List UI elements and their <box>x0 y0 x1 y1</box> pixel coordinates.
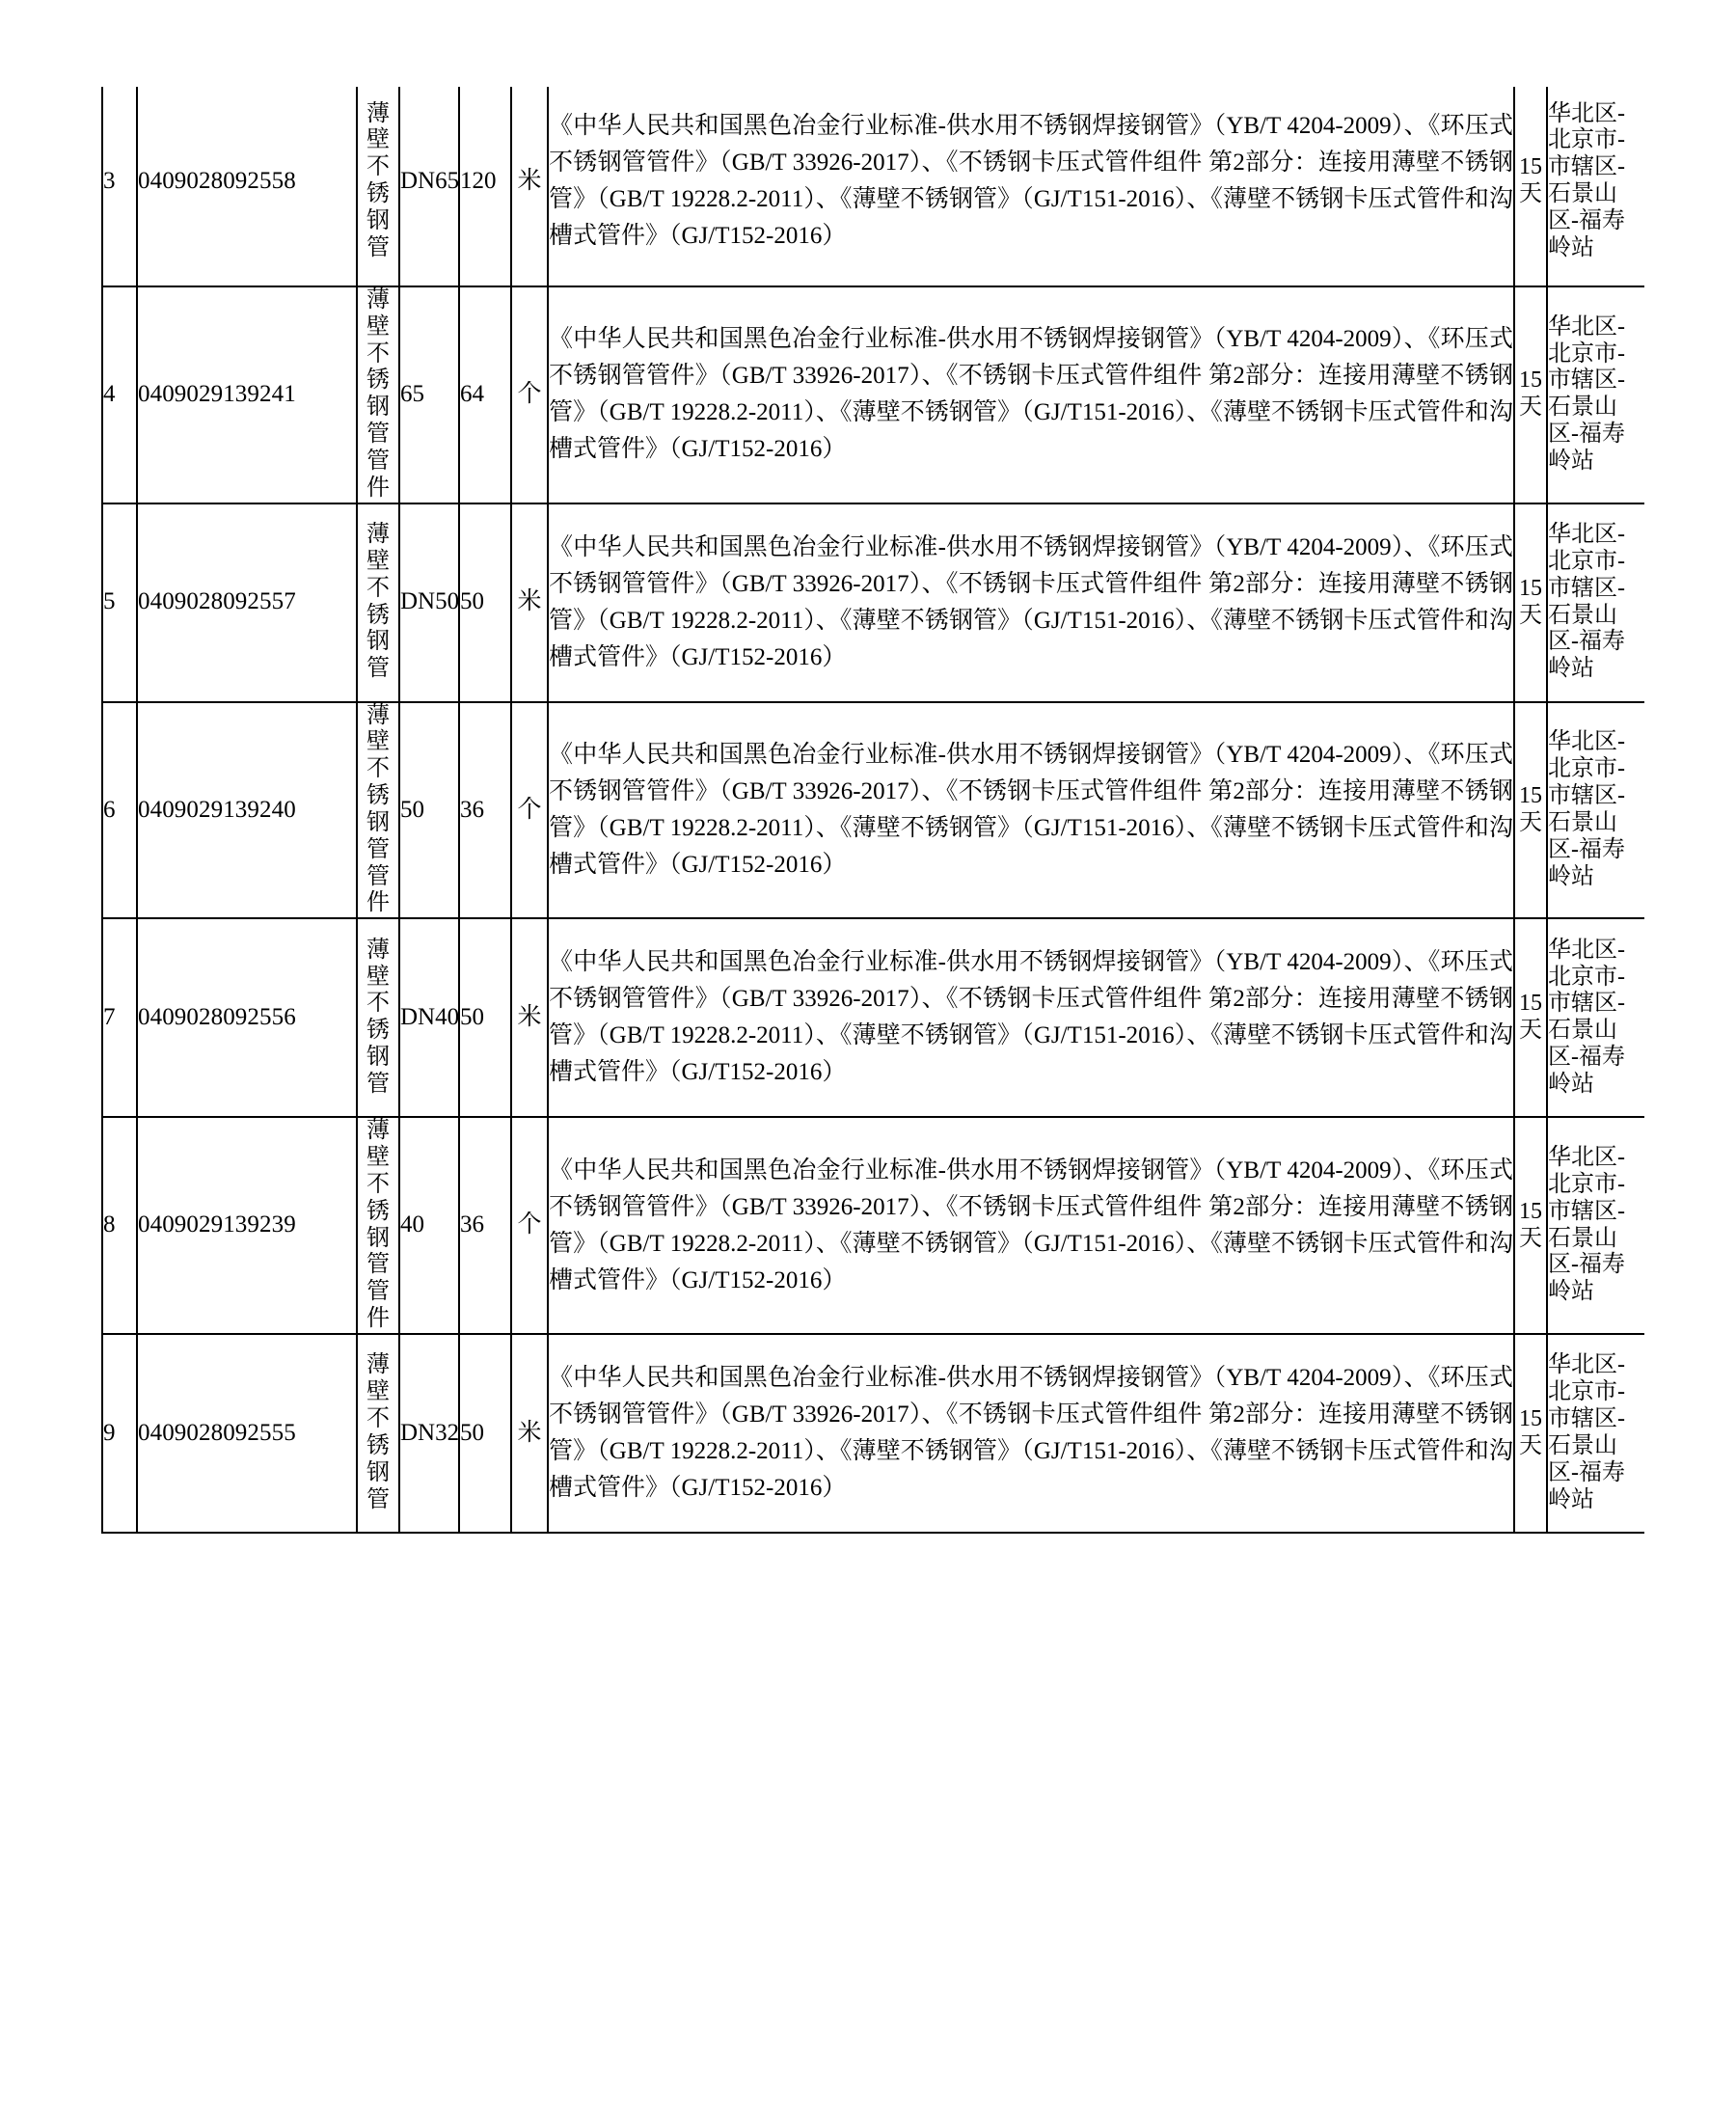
delivery-location: 华北区-北京市-市辖区-石景山区-福寿岭站 <box>1547 702 1644 919</box>
material-name: 薄壁不锈钢管 <box>357 918 399 1117</box>
material-spec: 40 <box>399 1117 459 1334</box>
material-code: 0409028092557 <box>137 503 357 702</box>
material-quantity: 50 <box>459 503 511 702</box>
material-unit: 米 <box>511 918 548 1117</box>
material-name: 薄壁不锈钢管 <box>357 1334 399 1533</box>
delivery-location: 华北区-北京市-市辖区-石景山区-福寿岭站 <box>1547 87 1644 286</box>
material-spec: DN65 <box>399 87 459 286</box>
row-index: 6 <box>102 702 137 919</box>
lead-time: 15天 <box>1514 1334 1547 1533</box>
material-spec: 65 <box>399 286 459 503</box>
delivery-location: 华北区-北京市-市辖区-石景山区-福寿岭站 <box>1547 286 1644 503</box>
material-standard: 《中华人民共和国黑色冶金行业标准-供水用不锈钢焊接钢管》（YB/T 4204-2009）、《环压式不锈钢管管件》（GB/T 33926-2017）、《不锈钢卡压式管件组件 第2部分：连接用薄壁不锈钢管》（GB/T 19228.2-2011）、《薄壁不锈钢管》（GJ/T151-2016）、《薄壁不锈钢卡压式管件和沟槽式管件》（GJ/T152-2016） <box>548 1334 1514 1533</box>
material-code: 0409029139240 <box>137 702 357 919</box>
material-code: 0409029139239 <box>137 1117 357 1334</box>
lead-time: 15天 <box>1514 87 1547 286</box>
table-row <box>102 87 1644 286</box>
material-table-body <box>102 87 1644 1533</box>
material-spec: 50 <box>399 702 459 919</box>
lead-time: 15天 <box>1514 1117 1547 1334</box>
material-spec: DN32 <box>399 1334 459 1533</box>
row-index: 5 <box>102 503 137 702</box>
material-quantity: 36 <box>459 1117 511 1334</box>
row-index: 8 <box>102 1117 137 1334</box>
material-name: 薄壁不锈钢管 <box>357 503 399 702</box>
material-standard: 《中华人民共和国黑色冶金行业标准-供水用不锈钢焊接钢管》（YB/T 4204-2009）、《环压式不锈钢管管件》（GB/T 33926-2017）、《不锈钢卡压式管件组件 第2部分：连接用薄壁不锈钢管》（GB/T 19228.2-2011）、《薄壁不锈钢管》（GJ/T151-2016）、《薄壁不锈钢卡压式管件和沟槽式管件》（GJ/T152-2016） <box>548 918 1514 1117</box>
table-row <box>102 1334 1644 1533</box>
row-index: 7 <box>102 918 137 1117</box>
material-name: 薄壁不锈钢管管件 <box>357 286 399 503</box>
material-quantity: 64 <box>459 286 511 503</box>
material-unit: 米 <box>511 503 548 702</box>
row-index: 9 <box>102 1334 137 1533</box>
material-quantity: 120 <box>459 87 511 286</box>
material-spec: DN40 <box>399 918 459 1117</box>
material-unit: 个 <box>511 702 548 919</box>
material-standard: 《中华人民共和国黑色冶金行业标准-供水用不锈钢焊接钢管》（YB/T 4204-2009）、《环压式不锈钢管管件》（GB/T 33926-2017）、《不锈钢卡压式管件组件 第2部分：连接用薄壁不锈钢管》（GB/T 19228.2-2011）、《薄壁不锈钢管》（GJ/T151-2016）、《薄壁不锈钢卡压式管件和沟槽式管件》（GJ/T152-2016） <box>548 702 1514 919</box>
material-unit: 米 <box>511 1334 548 1533</box>
lead-time: 15天 <box>1514 918 1547 1117</box>
table-row <box>102 702 1644 919</box>
table-row <box>102 503 1644 702</box>
material-unit: 米 <box>511 87 548 286</box>
material-name: 薄壁不锈钢管管件 <box>357 702 399 919</box>
material-code: 0409028092556 <box>137 918 357 1117</box>
table-row <box>102 1117 1644 1334</box>
material-unit: 个 <box>511 1117 548 1334</box>
material-spec: DN50 <box>399 503 459 702</box>
lead-time: 15天 <box>1514 503 1547 702</box>
material-quantity: 50 <box>459 1334 511 1533</box>
delivery-location: 华北区-北京市-市辖区-石景山区-福寿岭站 <box>1547 918 1644 1117</box>
material-code: 0409028092555 <box>137 1334 357 1533</box>
material-name: 薄壁不锈钢管管件 <box>357 1117 399 1334</box>
lead-time: 15天 <box>1514 702 1547 919</box>
material-standard: 《中华人民共和国黑色冶金行业标准-供水用不锈钢焊接钢管》（YB/T 4204-2009）、《环压式不锈钢管管件》（GB/T 33926-2017）、《不锈钢卡压式管件组件 第2部分：连接用薄壁不锈钢管》（GB/T 19228.2-2011）、《薄壁不锈钢管》（GJ/T151-2016）、《薄壁不锈钢卡压式管件和沟槽式管件》（GJ/T152-2016） <box>548 87 1514 286</box>
material-standard: 《中华人民共和国黑色冶金行业标准-供水用不锈钢焊接钢管》（YB/T 4204-2009）、《环压式不锈钢管管件》（GB/T 33926-2017）、《不锈钢卡压式管件组件 第2部分：连接用薄壁不锈钢管》（GB/T 19228.2-2011）、《薄壁不锈钢管》（GJ/T151-2016）、《薄壁不锈钢卡压式管件和沟槽式管件》（GJ/T152-2016） <box>548 286 1514 503</box>
material-table-viewport <box>101 87 1644 2035</box>
material-code: 0409028092558 <box>137 87 357 286</box>
material-quantity: 36 <box>459 702 511 919</box>
material-table <box>101 87 1644 1534</box>
row-index: 4 <box>102 286 137 503</box>
delivery-location: 华北区-北京市-市辖区-石景山区-福寿岭站 <box>1547 1334 1644 1533</box>
table-row <box>102 918 1644 1117</box>
material-quantity: 50 <box>459 918 511 1117</box>
delivery-location: 华北区-北京市-市辖区-石景山区-福寿岭站 <box>1547 1117 1644 1334</box>
lead-time: 15天 <box>1514 286 1547 503</box>
table-row <box>102 286 1644 503</box>
material-code: 0409029139241 <box>137 286 357 503</box>
material-name: 薄壁不锈钢管 <box>357 87 399 286</box>
material-standard: 《中华人民共和国黑色冶金行业标准-供水用不锈钢焊接钢管》（YB/T 4204-2009）、《环压式不锈钢管管件》（GB/T 33926-2017）、《不锈钢卡压式管件组件 第2部分：连接用薄壁不锈钢管》（GB/T 19228.2-2011）、《薄壁不锈钢管》（GJ/T151-2016）、《薄壁不锈钢卡压式管件和沟槽式管件》（GJ/T152-2016） <box>548 503 1514 702</box>
material-standard: 《中华人民共和国黑色冶金行业标准-供水用不锈钢焊接钢管》（YB/T 4204-2009）、《环压式不锈钢管管件》（GB/T 33926-2017）、《不锈钢卡压式管件组件 第2部分：连接用薄壁不锈钢管》（GB/T 19228.2-2011）、《薄壁不锈钢管》（GJ/T151-2016）、《薄壁不锈钢卡压式管件和沟槽式管件》（GJ/T152-2016） <box>548 1117 1514 1334</box>
material-unit: 个 <box>511 286 548 503</box>
row-index: 3 <box>102 87 137 286</box>
delivery-location: 华北区-北京市-市辖区-石景山区-福寿岭站 <box>1547 503 1644 702</box>
